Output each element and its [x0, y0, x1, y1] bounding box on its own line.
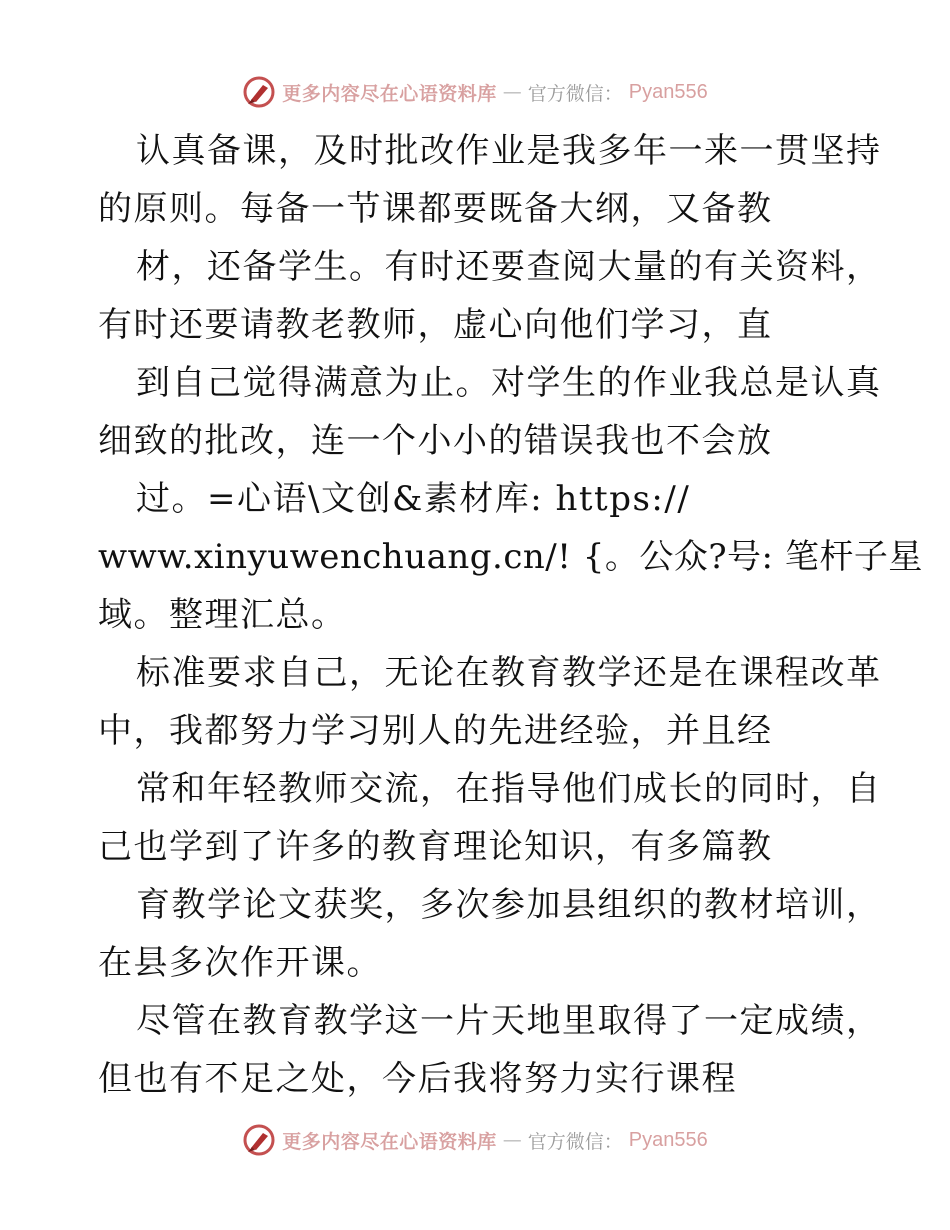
- text-line: 尽管在教育教学这一片天地里取得了一定成绩，: [136, 1001, 882, 1041]
- banner-id: Pyan556: [628, 1128, 708, 1151]
- text-line: 标准要求自己，无论在教育教学还是在课程改革: [136, 653, 882, 693]
- text-line: 的原则。每备一节课都要既备大纲，又备教: [98, 189, 773, 229]
- pen-nib-circle-icon: [242, 75, 276, 109]
- text-line: 细致的批改，连一个小小的错误我也不会放: [98, 421, 773, 461]
- banner-label: 官方微信：: [527, 82, 623, 105]
- text-line: 常和年轻教师交流，在指导他们成长的同时，自: [136, 769, 882, 809]
- pen-nib-circle-icon: [242, 1123, 276, 1157]
- banner-separator: —: [502, 81, 522, 103]
- text-line: 域。整理汇总。: [98, 595, 347, 635]
- document-body: [98, 122, 923, 1108]
- text-line: 但也有不足之处，今后我将努力实行课程: [98, 1059, 737, 1099]
- header-watermark-banner: [0, 72, 950, 112]
- banner-separator: —: [502, 1129, 522, 1151]
- text-line: 过。=心语\文创&素材库: https://: [136, 479, 691, 519]
- banner-text: 更多内容尽在心语资料库: [282, 1130, 497, 1153]
- text-line: 材，还备学生。有时还要查阅大量的有关资料，: [136, 247, 882, 287]
- text-line: 有时还要请教老教师，虚心向他们学习，直: [98, 305, 773, 345]
- text-line: 认真备课，及时批改作业是我多年一来一贯坚持: [136, 131, 882, 171]
- text-line: 育教学论文获奖，多次参加县组织的教材培训，: [136, 885, 882, 925]
- text-line: 中，我都努力学习别人的先进经验，并且经: [98, 711, 773, 751]
- text-line: 己也学到了许多的教育理论知识，有多篇教: [98, 827, 773, 867]
- banner-label: 官方微信：: [527, 1130, 623, 1153]
- banner-text: 更多内容尽在心语资料库: [282, 82, 497, 105]
- text-line: 到自己觉得满意为止。对学生的作业我总是认真: [136, 363, 882, 403]
- banner-id: Pyan556: [628, 80, 708, 103]
- footer-watermark-banner: [0, 1120, 950, 1160]
- text-line: 在县多次作开课。: [98, 943, 382, 983]
- text-line: www.xinyuwenchuang.cn/! {。公众?号: 笔杆子星: [98, 537, 923, 577]
